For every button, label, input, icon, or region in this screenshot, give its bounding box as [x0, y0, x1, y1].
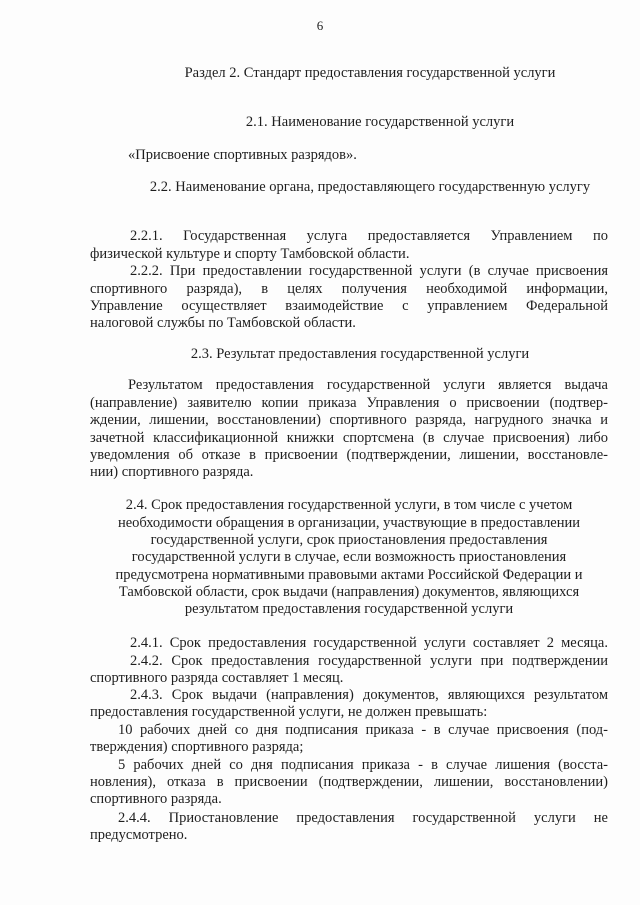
paragraph-2-3-line: (направление) заявителю копии приказа Управления о присвоении (подтвер-: [90, 395, 608, 411]
paragraph-2-2-2-line: Управление осуществляет взаимодействие с управлением Федеральной: [90, 298, 608, 314]
heading-2-4-line: результатом предоставления государственной услуги: [184, 601, 514, 617]
heading-2-4-line: государственной услуги в случае, если возможность приостановления: [131, 549, 567, 565]
page-number: 6: [316, 18, 324, 33]
paragraph-2-4-4-line: предусмотрено.: [90, 827, 188, 843]
paragraph-2-2-2-line: спортивного разряда), в целях получения необходимой информации,: [90, 281, 608, 297]
heading-2-4-line: необходимости обращения в организации, участвующие в предоставлении: [117, 515, 581, 531]
paragraph-2-4-2-line: спортивного разряда составляет 1 месяц.: [90, 670, 344, 686]
paragraph-2-4-3-line: 2.4.3. Срок выдачи (направления) документов, являющихся результатом: [130, 687, 608, 703]
heading-2-4-line: предусмотрена нормативными правовыми актами Российской Федерации и: [115, 567, 583, 583]
heading-2-4-line: государственной услуги, срок приостановления предоставления: [150, 532, 548, 548]
heading-2-2: 2.2. Наименование органа, предоставляющего государственную услугу: [149, 179, 591, 195]
heading-2-4-line: 2.4. Срок предоставления государственной услуги, в том числе с учетом: [125, 497, 573, 513]
paragraph-2-2-1-line: 2.2.1. Государственная услуга предоставляется Управлением по: [130, 228, 608, 244]
paragraph-2-3-line: ждении, лишении, восстановлении) спортивного разряда, нагрудного значка и: [90, 412, 608, 428]
paragraph-2-3-line: нии) спортивного разряда.: [90, 464, 254, 480]
paragraph-2-4-2-line: 2.4.2. Срок предоставления государственной услуги при подтверждении: [130, 653, 608, 669]
paragraph-2-4-1: 2.4.1. Срок предоставления государственной услуги составляет 2 месяца.: [130, 635, 608, 651]
paragraph-2-4-3-line: предоставления государственной услуги, не должен превышать:: [90, 704, 488, 720]
paragraph-2-3-line: Результатом предоставления государственной услуги является выдача: [128, 377, 608, 393]
heading-2-4-line: Тамбовской области, срок выдачи (направления) документов, являющихся: [118, 584, 580, 600]
heading-2-1: 2.1. Наименование государственной услуги: [245, 114, 515, 130]
service-name: «Присвоение спортивных разрядов».: [128, 147, 357, 163]
paragraph-2-4-3-item-line: новления), отказа в присвоении (подтверждении, лишении, восстановлении): [90, 774, 608, 790]
paragraph-2-4-3-item-line: 5 рабочих дней со дня подписания приказа - в случае лишения (восста-: [118, 757, 608, 773]
paragraph-2-4-3-item-line: тверждения) спортивного разряда;: [90, 739, 304, 755]
paragraph-2-4-3-item-line: 10 рабочих дней со дня подписания приказа - в случае присвоения (под-: [118, 722, 608, 738]
paragraph-2-3-line: уведомления об отказе в присвоении (подтверждении, лишении, восстановле-: [90, 447, 608, 463]
paragraph-2-2-2-line: налоговой службы по Тамбовской области.: [90, 315, 356, 331]
paragraph-2-2-1-line: физической культуре и спорту Тамбовской области.: [90, 246, 410, 262]
paragraph-2-3-line: зачетной классификационной книжки спортсмена (в случае присвоения) либо: [90, 430, 608, 446]
paragraph-2-2-2-line: 2.2.2. При предоставлении государственной услуги (в случае присвоения: [130, 263, 608, 279]
heading-2-3: 2.3. Результат предоставления государственной услуги: [190, 346, 530, 362]
paragraph-2-4-4-line: 2.4.4. Приостановление предоставления государственной услуги не: [118, 810, 608, 826]
paragraph-2-4-3-item-line: спортивного разряда.: [90, 791, 222, 807]
section-title: Раздел 2. Стандарт предоставления государственной услуги: [184, 65, 556, 81]
